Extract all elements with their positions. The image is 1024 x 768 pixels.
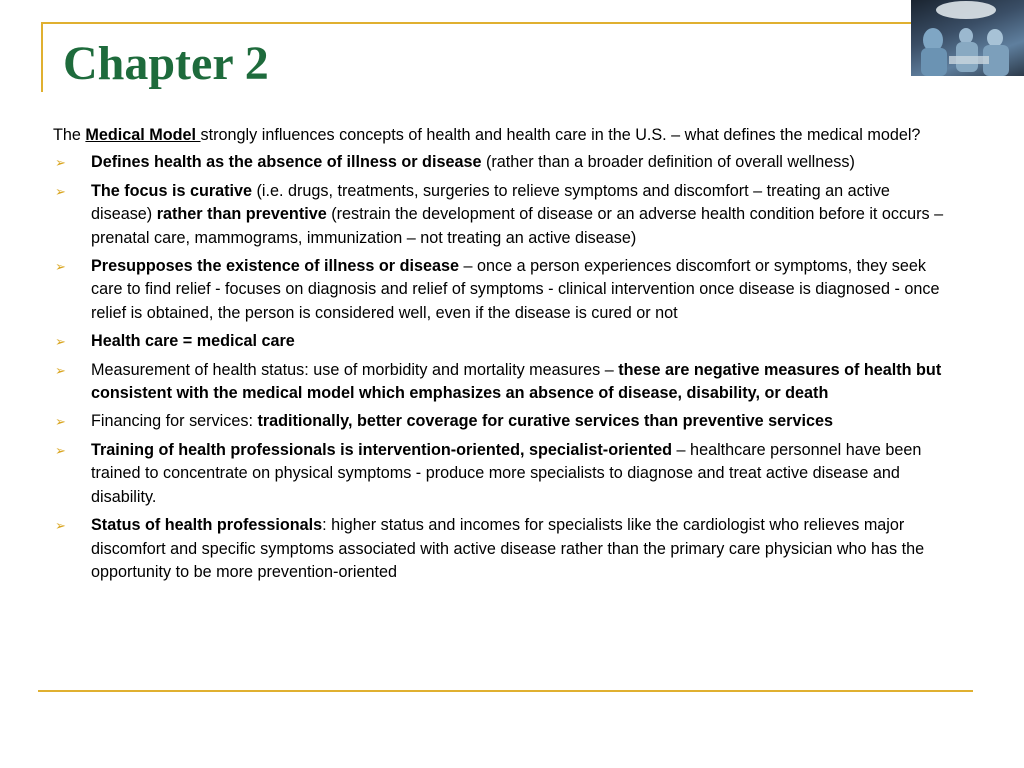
bullet-text-bold: traditionally, better coverage for curative services than preventive services: [257, 412, 833, 431]
bullet-text-bold: Presupposes the existence of illness or disease: [91, 257, 459, 276]
bullet-text: : higher status and incomes for specialists like the cardiologist who relieves major discomfort and specific symptoms associated with active disease rather than the primary care physician who has the opportunity to be more prevention-oriented: [91, 516, 925, 581]
bullet-text: Measurement of health status: use of morbidity and mortality measures –: [91, 360, 619, 379]
bullet-text: (restrain the development of disease or an adverse health condition before it occurs – prenatal care, mammograms, immunization – not treating an active disease): [91, 205, 944, 247]
bullet-text-bold: Defines health as the absence of illness or disease: [91, 153, 482, 172]
arrow-bullet-icon: ➢: [55, 518, 66, 534]
bullet-item: [53, 359, 953, 406]
bullet-item: [53, 330, 953, 353]
bullet-text-bold: Training of health professionals is intervention-oriented, specialist-oriented: [91, 440, 673, 459]
bullet-item: [53, 410, 953, 433]
arrow-bullet-icon: ➢: [55, 334, 66, 350]
arrow-bullet-icon: ➢: [55, 362, 66, 378]
bullet-text-bold: these are negative measures of health but consistent with the medical model which emphasizes an absence of disease, disability, or death: [91, 360, 942, 403]
bullet-text: (rather than a broader definition of overall wellness): [481, 153, 855, 172]
bullet-text-bold: Status of health professionals: [91, 516, 323, 535]
bullet-text-bold: Health care = medical care: [91, 332, 295, 351]
bullet-item: [53, 255, 953, 325]
bullet-text: Financing for services:: [91, 412, 258, 431]
bullet-list: [53, 151, 953, 584]
frame-bottom-line: [38, 690, 973, 692]
arrow-bullet-icon: ➢: [55, 259, 66, 275]
bullet-item: [53, 514, 953, 584]
surgery-photo: [911, 0, 1024, 76]
arrow-bullet-icon: ➢: [55, 155, 66, 171]
arrow-bullet-icon: ➢: [55, 442, 66, 458]
arrow-bullet-icon: ➢: [55, 183, 66, 199]
bullet-text: (i.e. drugs, treatments, surgeries to relieve symptoms and discomfort – treating an active disease): [91, 181, 890, 224]
bullet-item: [53, 151, 953, 174]
slide-title: Chapter 2: [63, 37, 269, 90]
intro-prefix: The: [53, 126, 86, 144]
bullet-text: – once a person experiences discomfort or symptoms, they seek care to find relief - focuses on diagnosis and relief of symptoms - clinical intervention once disease is diagnosed - once relief is obtained, the person is considered well, even if the disease is cured or not: [91, 257, 940, 322]
intro-suffix: strongly influences concepts of health and health care in the U.S. – what defines the medical model?: [200, 126, 921, 144]
bullet-item: [53, 180, 953, 250]
slide-body: [53, 124, 953, 589]
frame-vertical-line: [41, 22, 43, 92]
bullet-text-bold: rather than preventive: [156, 205, 327, 224]
intro-term: Medical Model: [85, 126, 201, 144]
arrow-bullet-icon: ➢: [55, 414, 66, 430]
bullet-text-bold: The focus is curative: [91, 181, 253, 200]
bullet-item: [53, 439, 953, 509]
bullet-text: – healthcare personnel have been trained to concentrate on physical symptoms - produce more specialists to diagnose and treat active disease and disability.: [91, 440, 922, 506]
frame-top-line: [41, 22, 911, 24]
intro-paragraph: [53, 124, 953, 147]
